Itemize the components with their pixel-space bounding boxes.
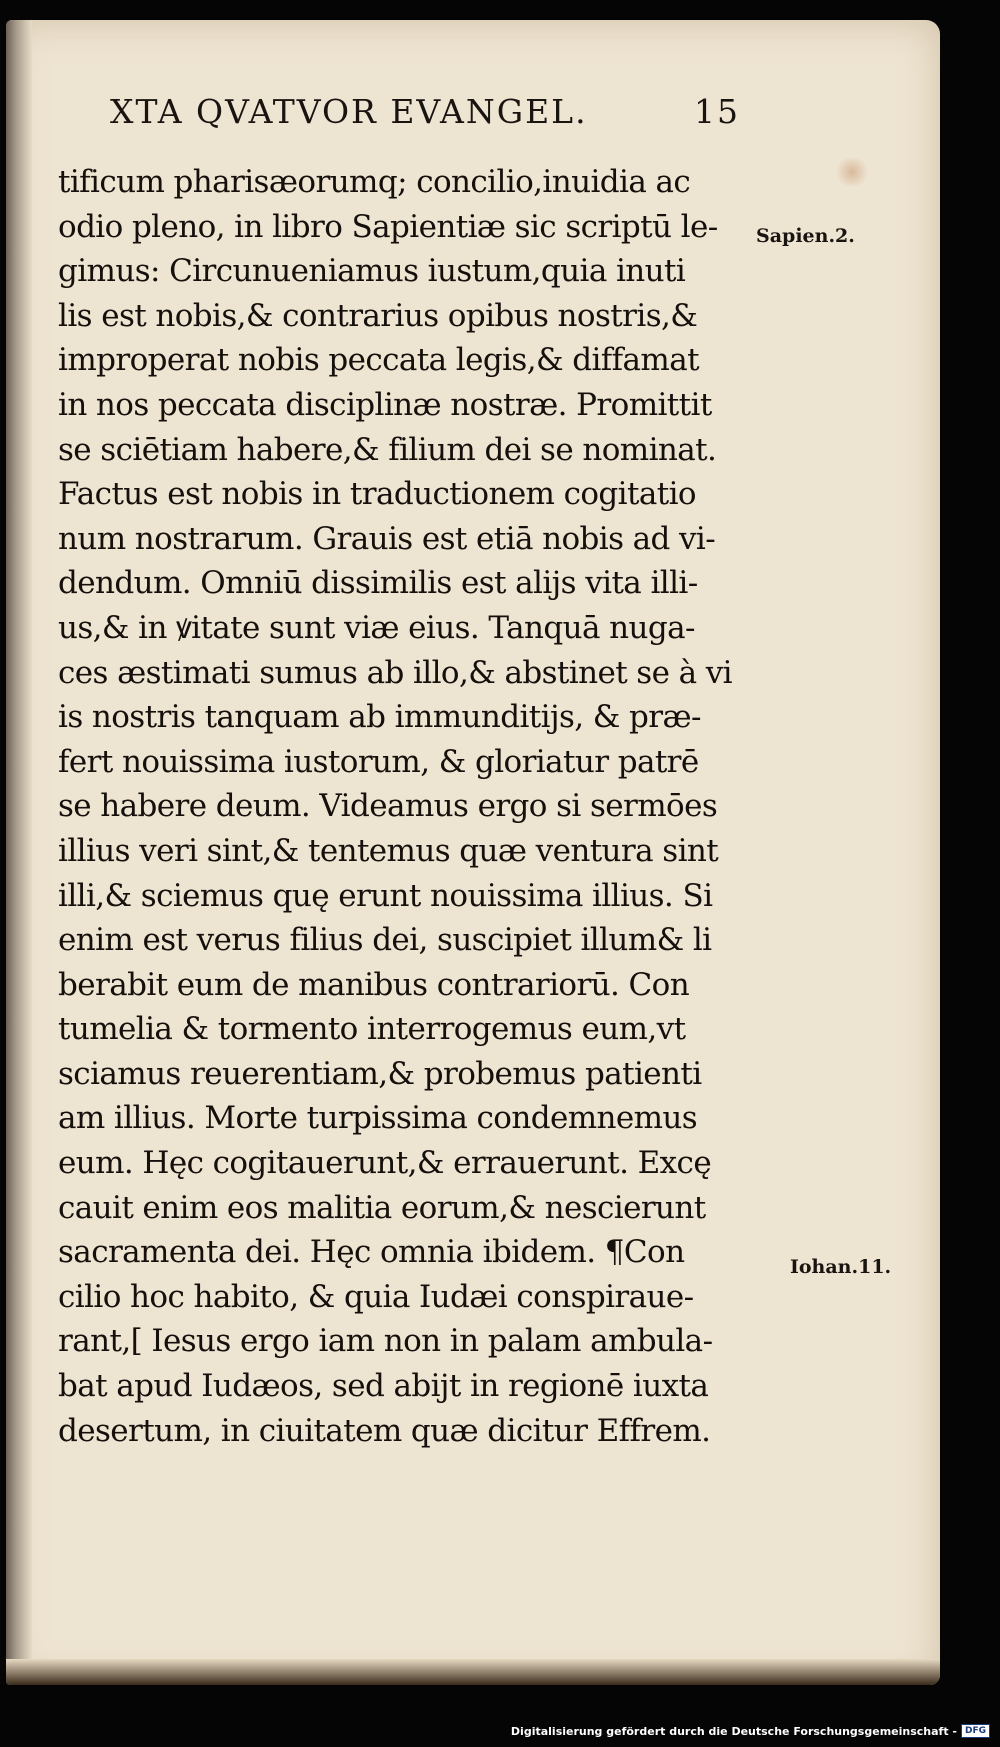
running-head bbox=[110, 92, 740, 142]
text-line: illi,& sciemus quę erunt nouissima illius. Si bbox=[58, 877, 713, 914]
text-line: fert nouissima iustorum, & gloriatur patrē bbox=[58, 743, 699, 780]
text-line: cauit enim eos malitia eorum,& nescierunt bbox=[58, 1189, 706, 1226]
text-line: se sciētiam habere,& filium dei se nominat. bbox=[58, 431, 717, 468]
text-line: eum. Hęc cogitauerunt,& errauerunt. Excę bbox=[58, 1145, 712, 1182]
text-line: ces æstimati sumus ab illo,& abstinet se à vi bbox=[58, 654, 732, 691]
text-line: tificum pharisæorumq; concilio,inuidia ac bbox=[58, 164, 691, 200]
text-line: improperat nobis peccata legis,& diffamat bbox=[58, 342, 699, 379]
credit-text: Digitalisierung gefördert durch die Deutsche Forschungsgemeinschaft - bbox=[510, 1724, 957, 1738]
folio-number: 15 bbox=[694, 92, 740, 131]
text-line: in nos peccata disciplinæ nostræ. Promittit bbox=[58, 386, 712, 423]
text-line: desertum, in ciuitatem quæ dicitur Effrem. bbox=[58, 1412, 711, 1449]
marginal-note-sapientia: Sapien.2. bbox=[756, 225, 855, 247]
text-line: berabit eum de manibus contrariorū. Con bbox=[58, 966, 690, 1003]
paper-stain bbox=[834, 158, 870, 186]
page-bottom-edge bbox=[6, 1659, 940, 1685]
dfg-logo: DFG bbox=[961, 1724, 990, 1738]
text-line: dendum. Omniū dissimilis est alijs vita illi- bbox=[58, 565, 698, 602]
text-line: sacramenta dei. Hęc omnia ibidem. ¶Con bbox=[58, 1234, 685, 1271]
text-line: Factus est nobis in traductionem cogitatio bbox=[58, 476, 696, 513]
text-line: odio pleno, in libro Sapientiæ sic scriptū le- bbox=[58, 208, 718, 245]
text-line: is nostris tanquam ab immunditijs, & præ- bbox=[58, 699, 701, 736]
text-line: gimus: Circunueniamus iustum,quia inuti bbox=[58, 253, 686, 290]
text-line: sciamus reuerentiam,& probemus patienti bbox=[58, 1055, 702, 1092]
text-line: lis est nobis,& contrarius opibus nostris,& bbox=[58, 297, 698, 334]
text-line: am illius. Morte turpissima condemnemus bbox=[58, 1100, 698, 1137]
running-head-title: XTA QVATVOR EVANGEL. bbox=[110, 92, 588, 131]
text-line: num nostrarum. Grauis est etiā nobis ad vi- bbox=[58, 520, 716, 557]
text-line: rant,[ Iesus ergo iam non in palam ambula- bbox=[58, 1323, 713, 1360]
text-line: illius veri sint,& tentemus quæ ventura sint bbox=[58, 832, 719, 869]
text-line: enim est verus filius dei, suscipiet illum& li bbox=[58, 922, 712, 959]
text-line: bat apud Iudæos, sed abijt in regionē iuxta bbox=[58, 1368, 709, 1405]
page-left-edge bbox=[6, 20, 32, 1685]
text-line: cilio hoc habito, & quia Iudæi conspiraue- bbox=[58, 1278, 694, 1315]
digitization-credit bbox=[511, 1722, 990, 1740]
text-line: se habere deum. Videamus ergo si sermōes bbox=[58, 788, 718, 825]
text-line: us,& in ꝟitate sunt viæ eius. Tanquā nuga- bbox=[58, 609, 695, 646]
marginal-note-iohannes: Iohan.11. bbox=[790, 1256, 892, 1278]
book-page bbox=[6, 20, 940, 1685]
text-line: tumelia & tormento interrogemus eum,vt bbox=[58, 1011, 686, 1048]
text-block bbox=[58, 160, 758, 1453]
